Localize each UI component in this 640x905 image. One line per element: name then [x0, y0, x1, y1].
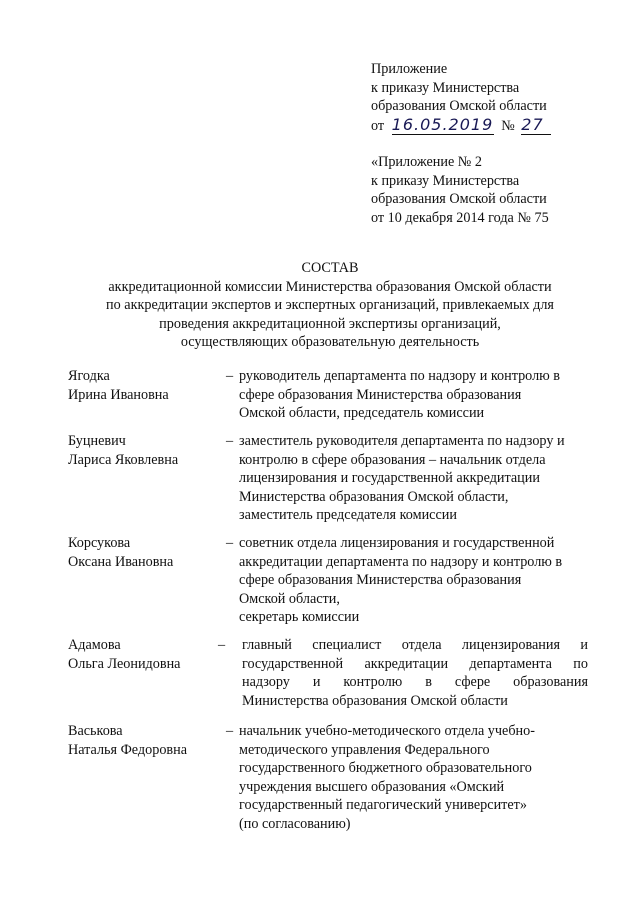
title-line: по аккредитации экспертов и экспертных организаций, привлекаемых для	[106, 297, 554, 314]
dash-separator: –	[226, 433, 234, 449]
member-surname: Буцневич	[68, 433, 126, 449]
role-line: сфере образования Министерства образования	[239, 386, 522, 403]
member-given-names: Оксана Ивановна	[68, 553, 174, 570]
role-line: советник отдела лицензирования и государственной	[239, 535, 555, 551]
title-line: проведения аккредитационной экспертизы организаций,	[159, 315, 501, 332]
member-role	[239, 367, 587, 423]
role-line: Министерства образования Омской области,	[239, 488, 509, 505]
member-name	[68, 432, 218, 469]
role-line: главный специалист отдела лицензирования и	[242, 637, 588, 653]
role-line: надзору и контролю в сфере образования	[242, 674, 588, 691]
dash-separator: –	[226, 535, 234, 551]
member-role	[239, 432, 587, 525]
member-surname: Ягодка	[68, 368, 110, 384]
member-surname: Корсукова	[68, 535, 131, 551]
annex-date-line	[371, 114, 631, 136]
annex-line: Приложение	[371, 61, 448, 77]
title-line: осуществляющих образовательную деятельность	[180, 334, 480, 351]
annex-header	[371, 60, 631, 135]
annex-line: от 10 декабря 2014 года № 75	[371, 209, 549, 226]
dash-separator: –	[226, 723, 234, 739]
annex-line: к приказу Министерства	[371, 79, 520, 96]
member-given-names: Ольга Леонидовна	[68, 655, 181, 672]
role-line: Министерства образования Омской области	[242, 692, 508, 709]
signed-date	[391, 114, 494, 135]
title-heading: СОСТАВ	[301, 260, 359, 276]
handwritten-date: 16.05.2019	[391, 114, 494, 134]
role-line: учреждения высшего образования «Омский	[239, 778, 505, 795]
role-line: заместитель руководителя департамента по надзору и	[239, 433, 565, 449]
member-name	[68, 722, 218, 759]
annex-line: «Приложение № 2	[371, 154, 482, 170]
role-line: аккредитации департамента по надзору и контролю в	[239, 553, 563, 570]
member-given-names: Ирина Ивановна	[68, 386, 169, 403]
member-name	[68, 534, 218, 571]
role-line: Омской области,	[239, 590, 340, 607]
handwritten-number: 27	[521, 114, 544, 134]
dash-separator: –	[226, 368, 234, 384]
document-title	[60, 259, 600, 352]
title-line: аккредитационной комиссии Министерства образования Омской области	[108, 278, 552, 295]
member-name	[68, 367, 218, 404]
role-line: контролю в сфере образования – начальник отдела	[239, 451, 546, 468]
member-name	[68, 636, 218, 673]
role-line: (по согласованию)	[239, 815, 351, 832]
role-line: государственной аккредитации департамента по	[242, 655, 588, 672]
annex-line: к приказу Министерства	[371, 172, 520, 189]
member-surname: Васькова	[68, 723, 123, 739]
role-line: Омской области, председатель комиссии	[239, 405, 485, 422]
annex-line: образования Омской области	[371, 191, 547, 208]
dash-separator: –	[218, 637, 226, 653]
role-line: руководитель департамента по надзору и контролю в	[239, 368, 560, 384]
member-surname: Адамова	[68, 637, 121, 653]
role-line: государственный педагогический университет»	[239, 797, 527, 814]
annex-line: образования Омской области	[371, 98, 547, 115]
role-line: заместитель председателя комиссии	[239, 507, 457, 524]
role-line: методического управления Федерального	[239, 741, 490, 758]
role-line: секретарь комиссии	[239, 609, 360, 626]
role-line: государственного бюджетного образовательного	[239, 760, 532, 777]
from-label: от	[371, 117, 385, 134]
role-line: начальник учебно-методического отдела учебно-	[239, 723, 535, 739]
member-role	[242, 636, 588, 710]
member-role	[239, 722, 587, 834]
number-label: №	[501, 117, 515, 134]
order-number	[521, 114, 551, 135]
role-line: сфере образования Министерства образования	[239, 572, 522, 589]
role-line: лицензирования и государственной аккредитации	[239, 470, 540, 487]
member-given-names: Лариса Яковлевна	[68, 451, 179, 468]
member-given-names: Наталья Федоровна	[68, 741, 188, 758]
previous-annex-header	[371, 153, 631, 227]
member-role	[239, 534, 587, 627]
